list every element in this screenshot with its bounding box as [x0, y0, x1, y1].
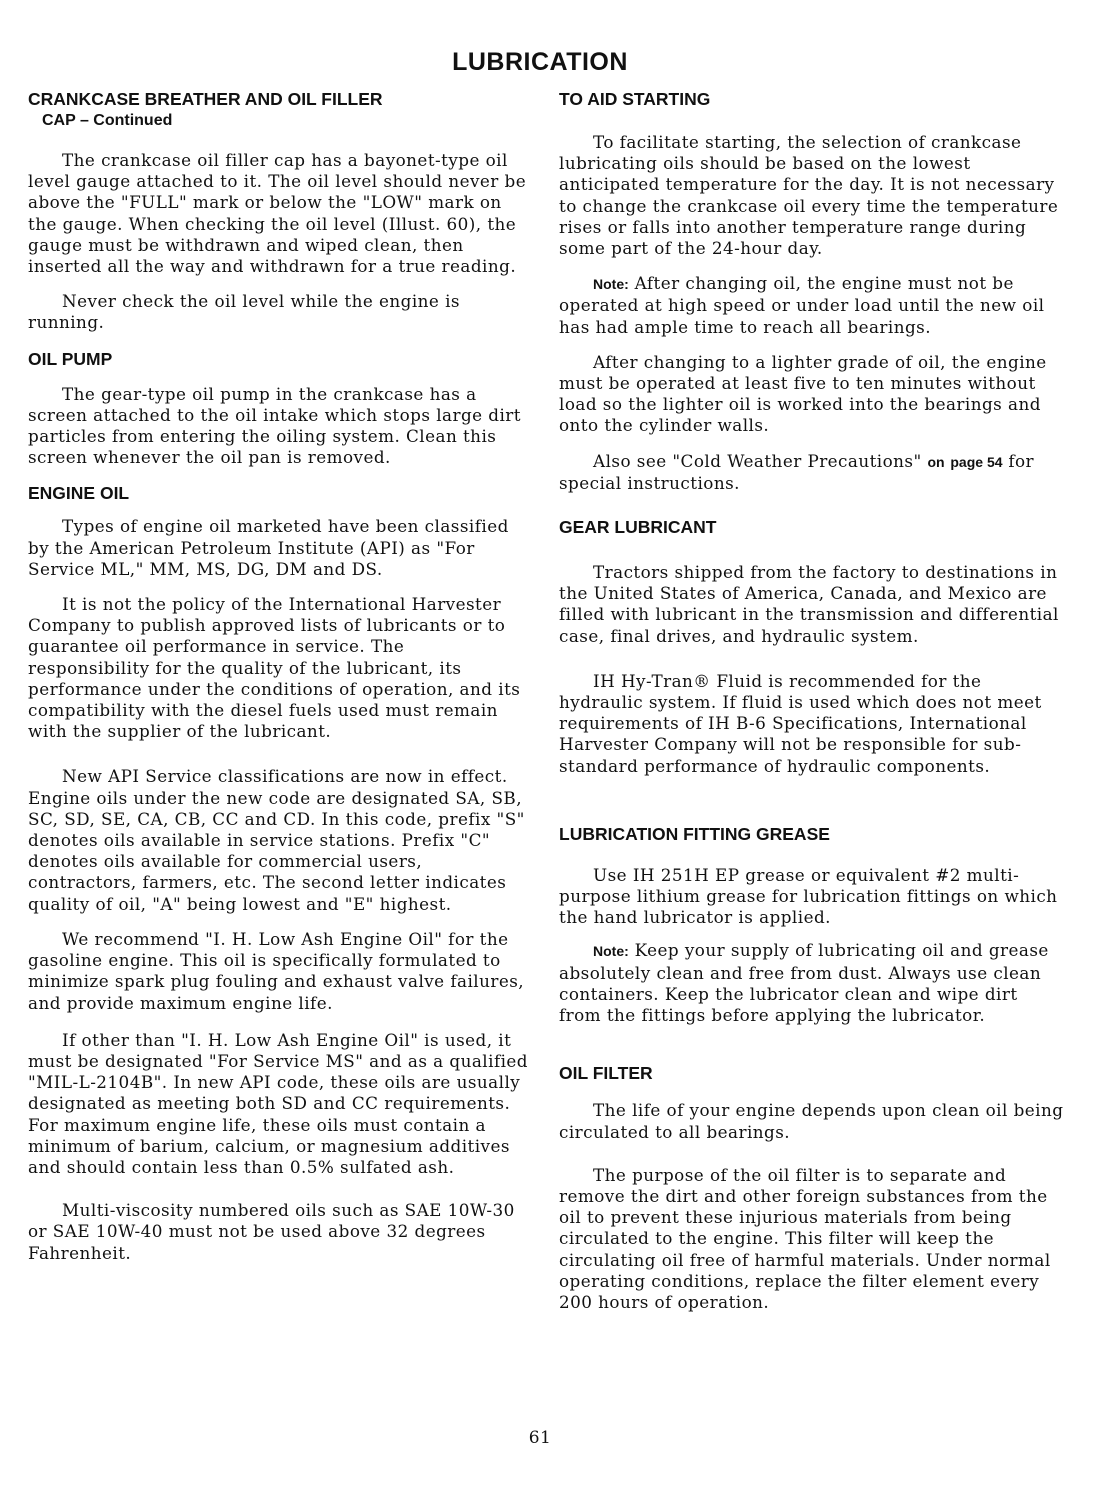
- page-number: 61: [528, 1428, 552, 1448]
- oil-filter-heading: OIL FILTER: [559, 1063, 653, 1084]
- breather-paragraph-1: The crankcase oil filler cap has a bayonet-type oil level gauge attached to it. The oil level should never be above the "FULL" mark or below the "LOW" mark on the gauge. When checking the oil level (Illust. 60), the gauge must be withdrawn and wiped clean, then inserted all the way and withdrawn for a true reading.: [28, 150, 527, 277]
- engine-oil-paragraph-6: Multi-viscosity numbered oils such as SAE 10W-30 or SAE 10W-40 must not be used above 32 degrees Fahrenheit.: [28, 1200, 515, 1263]
- note-label: Note:: [593, 276, 629, 293]
- left-column: [28, 88, 528, 1264]
- starting-paragraph-1: To facilitate starting, the selection of crankcase lubricating oils should be based on the lowest anticipated temperature for the day. It is not necessary to change the crankcase oil every time the temperature rises or falls into another temperature range during some part of the 24-hour day.: [559, 132, 1059, 259]
- filter-paragraph-1: The life of your engine depends upon clean oil being circulated to all bearings.: [559, 1100, 1064, 1142]
- cold-weather-reference: Also see "Cold Weather Precautions": [593, 450, 922, 471]
- starting-note-text: After changing oil, the engine must not be operated at high speed or under load until the new oil has had ample time to reach all bearings.: [559, 273, 1045, 337]
- engine-oil-paragraph-2: It is not the policy of the International Harvester Company to publish approved lists of lubricants or to guarantee oil performance in service. The responsibility for the quality of the lubricant, its performance under the conditions of operation, and its compatibility with the diesel fuels used must remain with the supplier of the lubricant.: [28, 594, 521, 742]
- oil-pump-heading: OIL PUMP: [28, 348, 113, 369]
- engine-oil-paragraph-5: If other than "I. H. Low Ash Engine Oil" is used, it must be designated "For Service MS" and as a qualified "MIL-L-2104B". In new API code, these oils are usually designated as meeting both SD and CC requirements. For maximum engine life, these oils must contain a minimum of barium, calcium, or magnesium additives and should contain less than 0.5% sulfated ash.: [28, 1029, 528, 1177]
- gear-paragraph-2: IH Hy-Tran® Fluid is recommended for the hydraulic system. If fluid is used which does not meet requirements of IH B-6 Specifications, International Harvester Company will not be responsible for sub-standard performance of hydraulic components.: [559, 670, 1042, 776]
- note-label-2: Note:: [593, 943, 629, 960]
- breather-paragraph-2: Never check the oil level while the engine is running.: [28, 291, 460, 333]
- breather-subheading: CAP – Continued: [42, 112, 173, 129]
- reference-on: on: [927, 453, 945, 470]
- grease-note-text: Keep your supply of lubricating oil and grease absolutely clean and free from dust. Always use clean containers. Keep the lubricator clean and wipe dirt from the fittings before applying the lubricator.: [559, 940, 1049, 1026]
- breather-heading: CRANKCASE BREATHER AND OIL FILLER: [28, 89, 383, 109]
- oil-pump-paragraph: The gear-type oil pump in the crankcase has a screen attached to the oil intake which stops large dirt particles from entering the oiling system. Clean this screen whenever the oil pan is removed.: [28, 383, 521, 468]
- fitting-grease-heading: LUBRICATION FITTING GREASE: [559, 823, 830, 844]
- engine-oil-paragraph-1: Types of engine oil marketed have been classified by the American Petroleum Institute (API) as "For Service ML," MM, MS, DG, DM and DS.: [28, 516, 509, 579]
- grease-paragraph-1: Use IH 251H EP grease or equivalent #2 multi-purpose lithium grease for lubrication fittings on which the hand lubricator is applied.: [559, 864, 1058, 928]
- to-aid-starting-heading: TO AID STARTING: [559, 89, 711, 109]
- engine-oil-paragraph-3: New API Service classifications are now in effect. Engine oils under the new code are designated SA, SB, SC, SD, SE, CA, CB, CC and CD. In this code, prefix "S" denotes oils available in service stations. Prefix "C" denotes oils available for commercial users, contractors, farmers, etc. The second letter indicates quality of oil, "A" being lowest and "E" highest.: [28, 766, 525, 914]
- engine-oil-paragraph-4: We recommend "I. H. Low Ash Engine Oil" for the gasoline engine. This oil is specifically formulated to minimize spark plug fouling and exhaust valve failures, and provide maximum engine life.: [28, 928, 525, 1013]
- grease-note: [559, 940, 1064, 1026]
- filter-paragraph-2: The purpose of the oil filter is to separate and remove the dirt and other foreign substances from the oil to prevent these injurious materials from being circulated to the engine. This filter will keep the circulating oil free of harmful materials. Under normal operating conditions, replace the filter element every 200 hours of operation.: [559, 1164, 1051, 1312]
- starting-note: [559, 273, 1064, 338]
- starting-paragraph-4: [559, 451, 1064, 494]
- engine-oil-heading: ENGINE OIL: [28, 483, 130, 504]
- right-column: [559, 88, 1064, 1313]
- gear-lubricant-heading: GEAR LUBRICANT: [559, 517, 717, 538]
- page-title: LUBRICATION: [452, 48, 628, 76]
- starting-paragraph-3: After changing to a lighter grade of oil, the engine must be operated at least five to ten minutes without load so the lighter oil is worked into the bearings and onto the cylinder walls.: [559, 351, 1047, 436]
- reference-tail: for special instructions.: [559, 450, 1034, 493]
- page-reference: page 54: [950, 453, 1003, 470]
- gear-paragraph-1: Tractors shipped from the factory to destinations in the United States of America, Canada, and Mexico are filled with lubricant in the transmission and differential case, final drives, and hydraulic system.: [559, 562, 1059, 646]
